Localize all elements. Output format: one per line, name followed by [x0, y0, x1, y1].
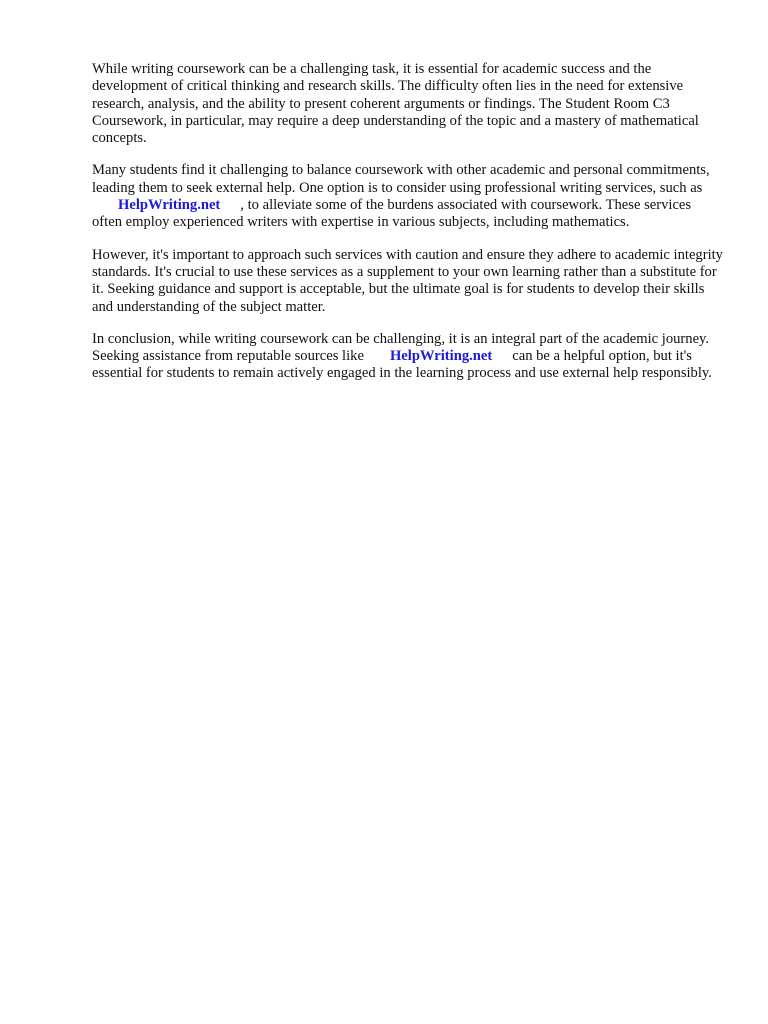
paragraph-external-help — [92, 162, 724, 231]
paragraph-text-after-link: , to alleviate some of the burdens associated with coursework. These services often employ experienced writers with expertise in various subjects, including mathematics. — [92, 197, 692, 231]
helpwriting-link[interactable]: HelpWriting.net — [389, 348, 493, 365]
helpwriting-link[interactable]: HelpWriting.net — [118, 197, 221, 214]
paragraph-text-after-link: can be a helpful option, but it's essential for students to remain actively engaged in the learning process and use external help responsibly. — [92, 348, 712, 382]
paragraph-text-before-link: In conclusion, while writing coursework can be challenging, it is an integral part of the academic journey. Seeking assistance from reputable sources like — [92, 330, 710, 365]
document-page — [92, 61, 724, 398]
paragraph-caution: However, it's important to approach such services with caution and ensure they adhere to academic integrity standards. It's crucial to use these services as a supplement to your own learning rather than a substitute for it. Seeking guidance and support is acceptable, but the ultimate goal is for students to develop their skills and understanding of the subject matter. — [92, 246, 723, 315]
paragraph-text-before-link: Many students find it challenging to balance coursework with other academic and personal commitments, leading them to seek external help. One option is to consider using professional writing services, such as — [92, 162, 710, 196]
paragraph-intro: While writing coursework can be a challenging task, it is essential for academic success and the development of critical thinking and research skills. The difficulty often lies in the need for extensive research, analysis, and the ability to present coherent arguments or findings. The Student Room C3 Coursework, in particular, may require a deep understanding of the topic and a mastery of mathematical concepts. — [92, 61, 699, 147]
paragraph-conclusion — [92, 331, 724, 383]
